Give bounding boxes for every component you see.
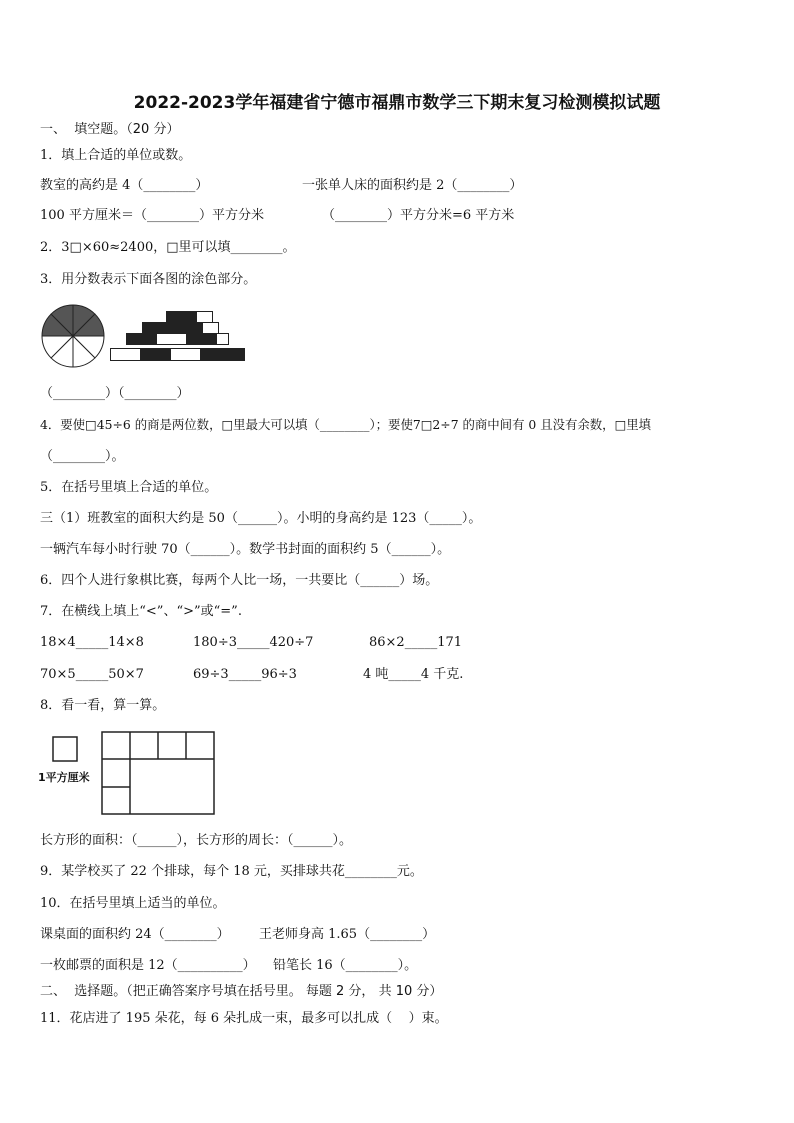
brick [111, 349, 141, 361]
brick-shaded [201, 349, 231, 361]
question-10-a: 课桌面的面积约 24（________） [40, 927, 230, 942]
question-1-a: 教室的高约是 4（________） [40, 178, 209, 193]
page-title: 2022-2023学年福建省宁德市福鼎市数学三下期末复习检测模拟试题 [133, 93, 661, 113]
question-7-item: 69÷3_____96÷3 [193, 667, 297, 682]
question-8-answer: 长方形的面积：（______），长方形的周长：（______）。 [40, 833, 353, 848]
question-7-item: 180÷3_____420÷7 [193, 635, 314, 650]
brick [203, 323, 219, 334]
unit-square [52, 736, 80, 764]
question-4-line-1: 4．要使□45÷6 的商是两位数，□里最大可以填（________）；要使7□2÷7 的商中间有 0 且没有余数，□里填 [40, 417, 652, 432]
question-5-b: 一辆汽车每小时行驶 70（______）。数学书封面的面积约 5（______）。 [40, 542, 451, 557]
question-1-stem: 1．填上合适的单位或数。 [40, 148, 192, 163]
question-8-stem: 8．看一看，算一算。 [40, 698, 166, 713]
brick-shaded [143, 323, 173, 334]
section-heading-fill: 一、 填空题。（20 分） [40, 122, 180, 137]
brick-shaded [127, 334, 157, 345]
question-10-c: 一枚邮票的面积是 12（__________） [40, 958, 256, 973]
question-6-stem: 6．四个人进行象棋比赛，每两个人比一场，一共要比（______）场。 [40, 573, 439, 588]
question-7-item: 86×2_____171 [369, 635, 463, 650]
question-10-d: 铅笔长 16（________）。 [273, 958, 418, 973]
question-10-stem: 10．在括号里填上适当的单位。 [40, 896, 226, 911]
brick [217, 334, 229, 345]
question-1-b: 一张单人床的面积约是 2（________） [302, 178, 523, 193]
question-1-d: （________）平方分米=6 平方米 [322, 208, 515, 223]
brick [157, 334, 187, 345]
brick-shaded [187, 334, 217, 345]
question-7-item: 70×5_____50×7 [40, 667, 144, 682]
question-11-stem: 11．花店进了 195 朵花，每 6 朵扎成一束，最多可以扎成（ ）束。 [40, 1011, 448, 1026]
question-5-stem: 5．在括号里填上合适的单位。 [40, 480, 218, 495]
question-3-answer: （________）（________） [40, 386, 190, 401]
brick [171, 349, 201, 361]
question-5-a: 三（1）班教室的面积大约是 50（______）。小明的身高约是 123（_____）。 [40, 511, 482, 526]
question-4-line-2: （________）。 [40, 449, 125, 464]
section-heading-choice: 二、 选择题。（把正确答案序号填在括号里。 每题 2 分， 共 10 分） [40, 984, 443, 999]
rectangle-figure [100, 730, 218, 818]
brick [197, 312, 213, 323]
circle-fraction-figure [40, 303, 106, 369]
question-2-stem: 2．3□×60≈2400，□里可以填________。 [40, 240, 296, 255]
brick-shaded [167, 312, 197, 323]
brick-shaded [231, 349, 245, 361]
brick-fraction-figure [108, 307, 248, 365]
brick-shaded [173, 323, 203, 334]
brick-shaded [141, 349, 171, 361]
question-7-item: 4 吨_____4 千克. [363, 667, 464, 682]
question-7-item: 18×4_____14×8 [40, 635, 144, 650]
question-3-stem: 3．用分数表示下面各图的涂色部分。 [40, 272, 257, 287]
question-9-stem: 9．某学校买了 22 个排球，每个 18 元，买排球共花________元。 [40, 864, 423, 879]
question-7-stem: 7．在横线上填上“<”、“>”或“=”. [40, 604, 242, 619]
question-10-b: 王老师身高 1.65（________） [259, 927, 436, 942]
question-1-c: 100 平方厘米＝（________）平方分米 [40, 208, 264, 223]
unit-square-label: 1平方厘米 [38, 771, 90, 784]
